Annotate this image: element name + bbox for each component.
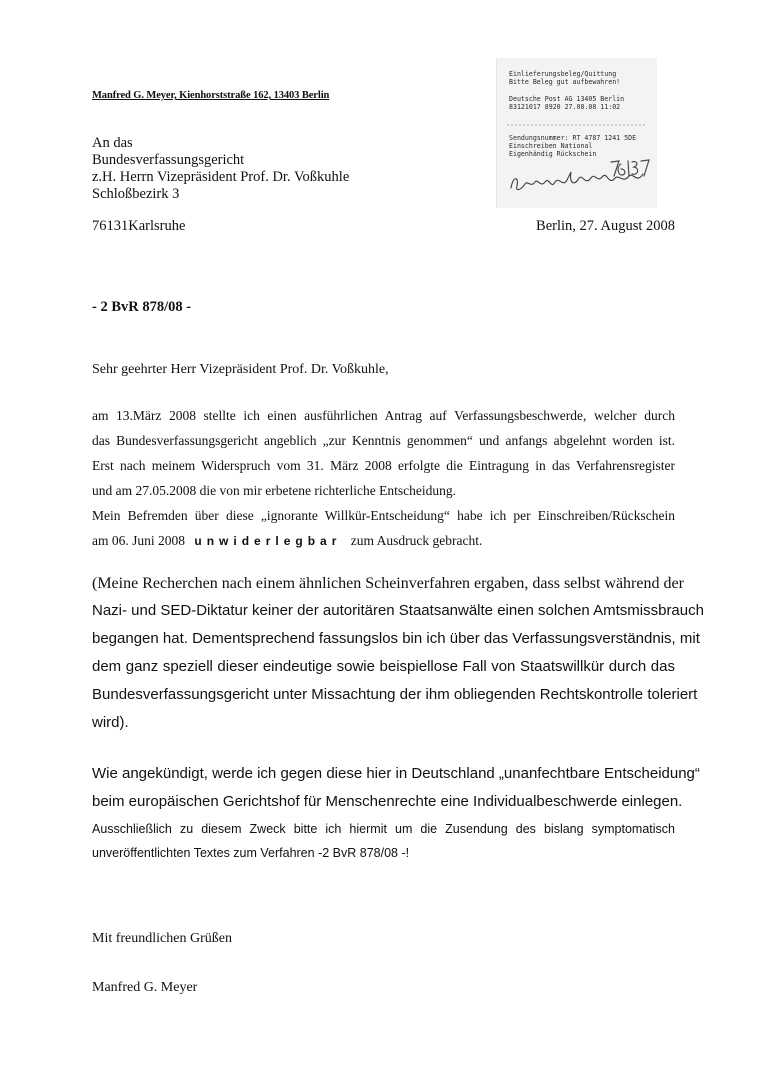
paragraph-line: und am 27.05.2008 die von mir erbetene richterliche Entscheidung. [92, 483, 457, 498]
paragraph-line: beim europäischen Gerichtshof für Menschenrechte eine Individualbeschwerde einlegen. [92, 793, 683, 810]
signer-name: Manfred G. Meyer [92, 980, 198, 995]
receipt-line: Deutsche Post AG 13405 Berlin [509, 95, 625, 103]
paragraph-line: (Meine Recherchen nach einem ähnlichen Scheinverfahren ergaben, dass selbst während der [92, 575, 684, 592]
paragraph-2 [92, 575, 704, 745]
paragraph-line: am 13.März 2008 stellte ich einen ausführlichen Antrag auf Verfassungsbeschwerde, welcher durch [92, 408, 675, 423]
paragraph-line: Ausschließlich zu diesem Zweck bitte ich hiermit um die Zusendung des bislang symptomatisch [92, 822, 675, 836]
case-reference: - 2 BvR 878/08 - [92, 299, 192, 315]
paragraph-line: Bundesverfassungsgericht unter Missachtung der ihm obliegenden Rechtskontrolle toleriert [92, 686, 698, 703]
recipient-line-3: z.H. Herrn Vizepräsident Prof. Dr. Voßkuhle [92, 169, 350, 185]
paragraph-line: wird). [92, 714, 129, 731]
receipt-line: Bitte Beleg gut aufbewahren! [509, 78, 621, 86]
closing-phrase: Mit freundlichen Grüßen [92, 931, 232, 946]
salutation: Sehr geehrter Herr Vizepräsident Prof. Dr. Voßkuhle, [92, 362, 389, 377]
paragraph-line: Erst nach meinem Widerspruch vom 31. März 2008 erfolgte die Eintragung in das Verfahrensregister [92, 458, 675, 473]
paragraph-text: am 06. Juni 2008 [92, 533, 185, 548]
paragraph-line [92, 533, 675, 549]
postal-receipt-stamp [496, 58, 657, 208]
paragraph-line: das Bundesverfassungsgericht angeblich „zur Kenntnis genommen“ und anfangs abgelehnt worden ist. [92, 433, 675, 448]
receipt-line: Einlieferungsbeleg/Quittung [509, 70, 617, 78]
receipt-line: Sendungsnummer: RT 4787 1241 5DE [509, 134, 637, 142]
recipient-line-4: Schloßbezirk 3 [92, 186, 180, 202]
receipt-line: 83121017 8920 27.08.08 11:02 [509, 103, 621, 111]
recipient-line-2: Bundesverfassungsgericht [92, 152, 245, 168]
letter-date: Berlin, 27. August 2008 [536, 218, 675, 234]
receipt-line: Einschreiben National [509, 142, 593, 150]
paragraph-1 [92, 408, 675, 558]
paragraph-line: Mein Befremden über diese „ignorante Willkür-Entscheidung“ habe ich per Einschreiben/Rückschein [92, 508, 675, 523]
paragraph-line: begangen hat. Dementsprechend fassungslos bin ich über das Verfassungsverständnis, mit [92, 630, 700, 647]
paragraph-line: Nazi- und SED-Diktatur keiner der autoritären Staatsanwälte einen solchen Amtsmissbrauch [92, 602, 704, 619]
paragraph-3 [92, 765, 700, 875]
recipient-city: 76131Karlsruhe [92, 218, 186, 234]
paragraph-line: unveröffentlichten Textes zum Verfahren -2 BvR 878/08 -! [92, 846, 410, 860]
recipient-line-1: An das [92, 135, 133, 151]
recipient-address [92, 135, 349, 203]
receipt-line: Eigenhändig Rückschein [509, 150, 597, 158]
paragraph-line: dem ganz speziell dieser eindeutige sowie beispiellose Fall von Staatswillkür durch das [92, 658, 675, 675]
handwriting-scribble [497, 58, 657, 208]
paragraph-line: Wie angekündigt, werde ich gegen diese hier in Deutschland „unanfechtbare Entscheidung“ [92, 765, 700, 782]
emphasized-word: unwiderlegbar [194, 534, 342, 548]
paragraph-text: zum Ausdruck gebracht. [350, 533, 483, 548]
sender-address-line: Manfred G. Meyer, Kienhorststraße 162, 13403 Berlin [92, 90, 330, 101]
